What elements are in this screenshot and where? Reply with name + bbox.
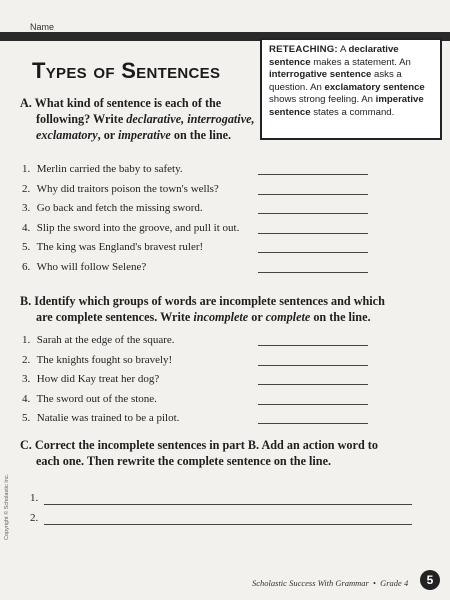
rewrite-number: 2.: [30, 512, 39, 524]
rewrite-number: 1.: [30, 492, 39, 504]
definition-text: makes a statement. An: [310, 56, 411, 68]
question-item: [22, 240, 203, 254]
question-item: [22, 353, 172, 367]
answer-line[interactable]: [258, 384, 368, 385]
question-number: 1.: [22, 163, 31, 175]
part-a-instr-line-3: exclamatory, or imperative on the line.: [36, 128, 232, 142]
part-b-instr-line-2: are complete sentences. Write incomplete or complete on the line.: [36, 310, 371, 324]
question-text: Sarah at the edge of the square.: [36, 334, 175, 346]
answer-line[interactable]: [258, 272, 368, 273]
question-text: Natalie was trained to be a pilot.: [36, 412, 180, 424]
term-text: interrogative sentence: [269, 69, 372, 81]
question-number: 4.: [22, 392, 31, 405]
question-text: Merlin carried the baby to safety.: [36, 163, 183, 175]
footer-separator: •: [373, 578, 376, 588]
question-item: [22, 182, 219, 196]
question-number: 2.: [22, 182, 31, 195]
page-number-badge: 5: [420, 570, 440, 590]
reteaching-text: [269, 44, 425, 118]
question-number: 5.: [22, 412, 31, 424]
answer-line[interactable]: [258, 213, 368, 214]
question-text: Who will follow Selene?: [36, 260, 147, 273]
answer-line[interactable]: [258, 345, 368, 346]
part-b-instr-line-1: B. Identify which groups of words are incomplete sentences and which: [20, 294, 385, 308]
definition-text: states a command.: [310, 106, 395, 118]
footer-book-title: Scholastic Success With Grammar: [252, 578, 369, 588]
answer-line[interactable]: [258, 194, 368, 195]
question-item: [22, 260, 146, 274]
answer-line[interactable]: [258, 423, 368, 424]
footer-credit: [252, 578, 408, 588]
question-text: How did Kay treat her dog?: [36, 373, 160, 385]
definition-text: shows strong feeling. An: [269, 94, 376, 106]
question-text: The knights fought so bravely!: [36, 353, 173, 366]
question-item: [22, 221, 239, 235]
part-b-instructions: [20, 293, 385, 325]
answer-line[interactable]: [258, 365, 368, 366]
term-text: imperative sentence: [269, 94, 424, 118]
question-number: 4.: [22, 221, 31, 234]
question-item: [22, 411, 179, 425]
part-a-instr-line-2: following? Write declarative, interrogative,: [36, 112, 255, 126]
rewrite-line[interactable]: [44, 524, 412, 525]
question-number: 2.: [22, 353, 31, 366]
question-number: 3.: [22, 202, 31, 214]
question-item: [22, 201, 203, 215]
question-item: [22, 372, 159, 386]
question-number: 5.: [22, 241, 31, 253]
footer-grade: Grade 4: [380, 578, 409, 588]
question-text: Go back and fetch the missing sword.: [36, 202, 203, 214]
reteaching-box: [260, 38, 442, 140]
question-item: [22, 162, 183, 176]
term-text: declarative sentence: [269, 44, 399, 68]
question-text: Why did traitors poison the town's wells?: [36, 182, 219, 195]
part-a-instructions: [20, 95, 255, 143]
answer-line[interactable]: [258, 233, 368, 234]
definition-text: asks a question. An: [269, 69, 402, 93]
page-title: Types of Sentences: [32, 58, 221, 83]
part-c-instr-line-1: C. Correct the incomplete sentences in part B. Add an action word to: [20, 438, 378, 452]
question-text: The sword out of the stone.: [36, 392, 157, 405]
copyright-notice: Copyright © Scholastic Inc.: [4, 473, 10, 540]
definition-text: A: [337, 44, 349, 55]
question-number: 6.: [22, 260, 31, 273]
question-item: [22, 333, 175, 347]
question-item: [22, 392, 157, 406]
reteaching-label: RETEACHING:: [269, 44, 338, 55]
part-a-instr-line-1: A. What kind of sentence is each of the: [20, 96, 222, 110]
part-c-instructions: [20, 437, 378, 469]
term-text: exclamatory sentence: [324, 81, 425, 93]
rewrite-line[interactable]: [44, 504, 412, 505]
question-number: 3.: [22, 373, 31, 385]
question-number: 1.: [22, 334, 31, 346]
answer-line[interactable]: [258, 404, 368, 405]
question-text: The king was England's bravest ruler!: [36, 241, 204, 253]
part-c-instr-line-2: each one. Then rewrite the complete sentence on the line.: [36, 454, 332, 468]
question-text: Slip the sword into the groove, and pull it out.: [36, 221, 240, 234]
answer-line[interactable]: [258, 174, 368, 175]
answer-line[interactable]: [258, 252, 368, 253]
name-label: Name: [30, 22, 55, 32]
